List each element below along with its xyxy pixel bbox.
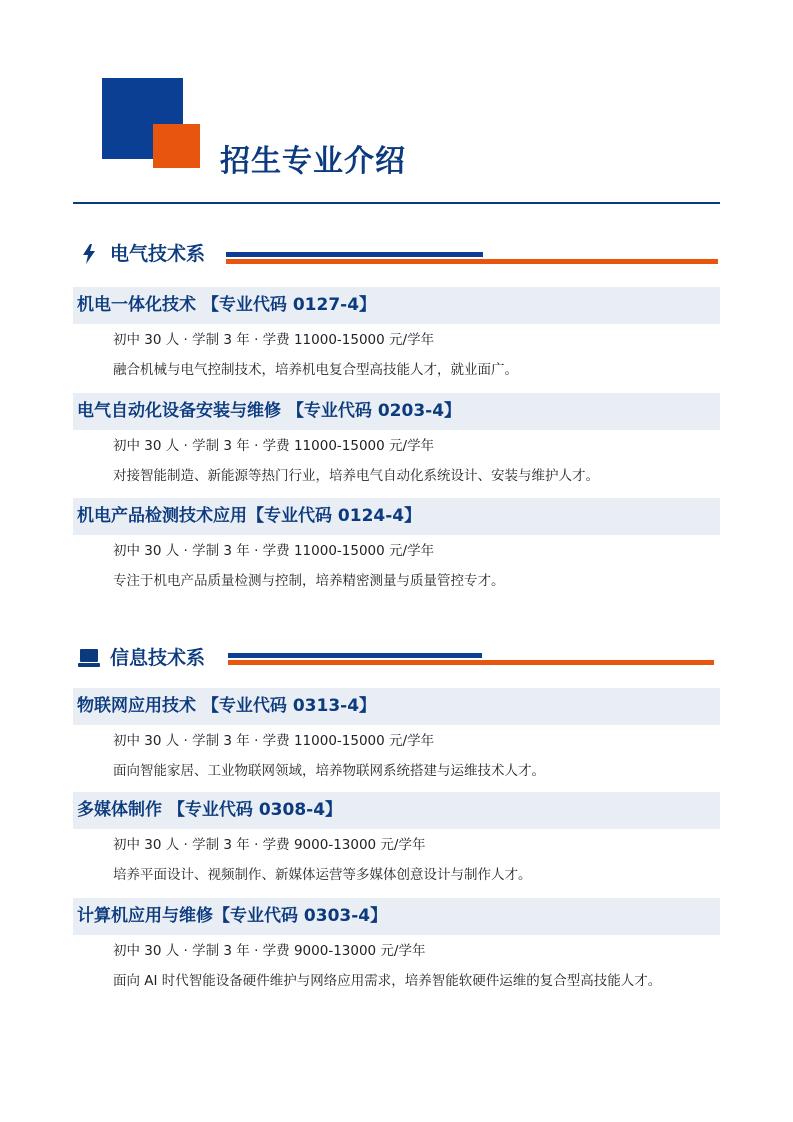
program-meta: 初中 30 人 · 学制 3 年 · 学费 9000-13000 元/学年 [113, 943, 426, 959]
program-description: 对接智能制造、新能源等热门行业，培养电气自动化系统设计、安装与维护人才。 [113, 468, 599, 484]
program-name: 计算机应用与维修【专业代码 0303-4】 [77, 906, 388, 926]
program-item [73, 688, 720, 783]
laptop-icon [78, 647, 100, 669]
program-name: 电气自动化设备安装与维修 【专业代码 0203-4】 [77, 401, 462, 421]
department-underline-orange [228, 660, 714, 665]
department-underline-blue [226, 252, 483, 257]
program-item [73, 792, 720, 887]
program-meta: 初中 30 人 · 学制 3 年 · 学费 11000-15000 元/学年 [113, 332, 435, 348]
program-name: 物联网应用技术 【专业代码 0313-4】 [77, 696, 377, 716]
department-underline-blue [228, 653, 482, 658]
program-name: 多媒体制作 【专业代码 0308-4】 [77, 800, 343, 820]
program-meta: 初中 30 人 · 学制 3 年 · 学费 11000-15000 元/学年 [113, 733, 435, 749]
page-title: 招生专业介绍 [220, 144, 406, 179]
program-name: 机电一体化技术 【专业代码 0127-4】 [77, 295, 377, 315]
program-header [73, 792, 720, 829]
program-header [73, 498, 720, 535]
department-header-information [78, 643, 720, 673]
program-description: 专注于机电产品质量检测与控制，培养精密测量与质量管控专才。 [113, 573, 505, 589]
program-meta: 初中 30 人 · 学制 3 年 · 学费 9000-13000 元/学年 [113, 837, 426, 853]
program-header [73, 393, 720, 430]
program-header [73, 898, 720, 935]
program-description: 面向 AI 时代智能设备硬件维护与网络应用需求，培养智能软硬件运维的复合型高技能人才。 [113, 973, 662, 989]
department-underline-orange [226, 259, 718, 264]
program-item [73, 898, 720, 993]
program-meta: 初中 30 人 · 学制 3 年 · 学费 11000-15000 元/学年 [113, 543, 435, 559]
lightning-icon [78, 243, 100, 265]
program-description: 融合机械与电气控制技术，培养机电复合型高技能人才，就业面广。 [113, 362, 518, 378]
program-description: 面向智能家居、工业物联网领域，培养物联网系统搭建与运维技术人才。 [113, 763, 545, 779]
header-decoration-orange-square [153, 124, 200, 168]
program-meta: 初中 30 人 · 学制 3 年 · 学费 11000-15000 元/学年 [113, 438, 435, 454]
program-item [73, 287, 720, 382]
department-title: 信息技术系 [110, 647, 206, 669]
program-header [73, 688, 720, 725]
program-item [73, 393, 720, 488]
department-title: 电气技术系 [110, 243, 206, 265]
program-name: 机电产品检测技术应用【专业代码 0124-4】 [77, 506, 422, 526]
program-item [73, 498, 720, 593]
department-header-electrical [78, 239, 720, 269]
program-description: 培养平面设计、视频制作、新媒体运营等多媒体创意设计与制作人才。 [113, 867, 532, 883]
program-header [73, 287, 720, 324]
title-divider [73, 202, 720, 204]
